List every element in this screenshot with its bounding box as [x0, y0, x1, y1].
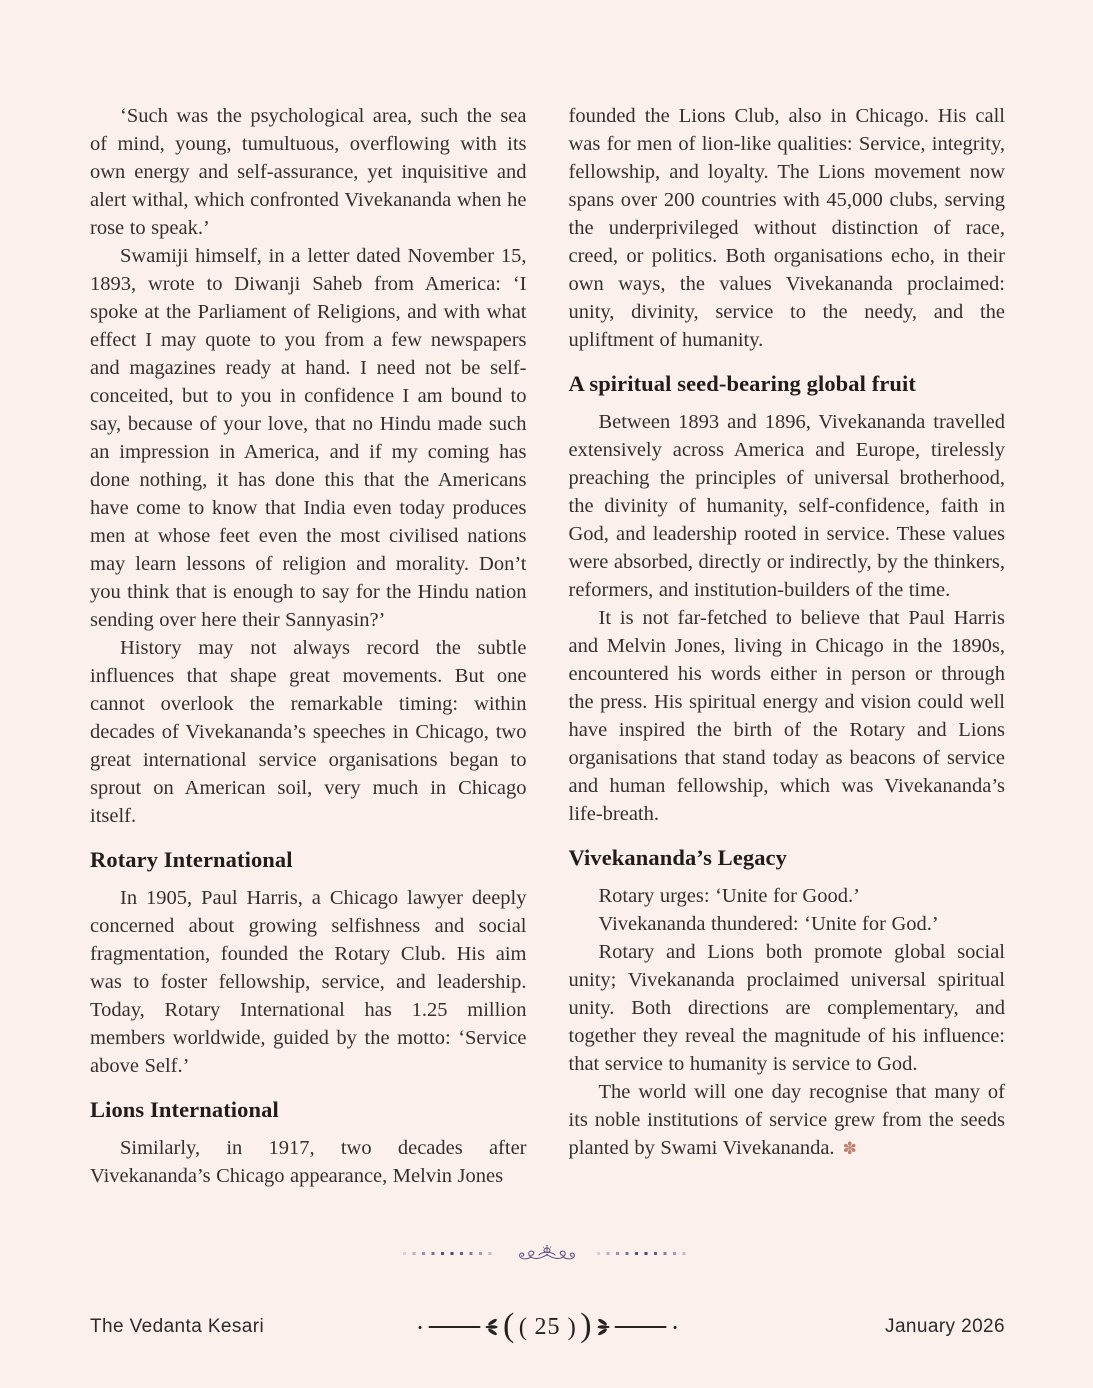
paragraph-continuation: founded the Lions Club, also in Chicago. His call was for men of lion-like qualities: Service, integrity, fellowship, and loyalty. The Lions movement now spans over 200 countries with 45,000 clubs, serving the underprivileged without distinction of race, creed, or politics. Both organisations echo, in their own ways, the values Vivekananda proclaimed: unity, divinity, service to the needy, and the upliftment of humanity.	[568, 105, 1005, 351]
paragraph: Between 1893 and 1896, Vivekananda travelled extensively across America and Europe, tirelessly preaching the principles of universal brotherhood, the divinity of humanity, self-confidence, faith in God, and leadership rooted in service. These values were absorbed, directly or indirectly, by the thinkers, reformers, and institution-builders of the time.	[568, 411, 1005, 601]
paragraph-text: The world will one day recognise that many of its noble institutions of service grew from the seeds planted by Swami Vivekananda.	[568, 1081, 1005, 1159]
section-heading-lions-international: Lions International	[90, 1097, 279, 1122]
paragraph: It is not far-fetched to believe that Paul Harris and Melvin Jones, living in Chicago in the 1890s, encountered his words either in person or through the press. His spiritual energy and vision could well have inspired the birth of the Rotary and Lions organisations that stand today as beacons of service and human fellowship, which was Vivekananda’s life-breath.	[568, 607, 1005, 825]
section-heading-rotary-international: Rotary International	[90, 847, 293, 872]
divider-dotted-line-left	[403, 1252, 497, 1255]
page-number-paren: (	[518, 1313, 528, 1341]
page-footer	[90, 1306, 1005, 1348]
page-number-paren: )	[580, 1307, 592, 1344]
paragraph: Rotary urges: ‘Unite for Good.’	[598, 885, 860, 907]
ornament-rule-right	[615, 1326, 667, 1328]
page-number-ornament	[415, 1307, 680, 1344]
ornament-rule-left	[428, 1326, 480, 1328]
filigree-flourish-icon	[509, 1236, 585, 1270]
section-heading-spiritual-seed: A spiritual seed-bearing global fruit	[568, 371, 916, 396]
paragraph-last	[569, 1078, 1006, 1163]
paragraph: In 1905, Paul Harris, a Chicago lawyer deeply concerned about growing selfishness and social fragmentation, founded the Rotary Club. His aim was to foster fellowship, service, and leadership. Today, Rotary International has 1.25 million members worldwide, guided by the motto: ‘Service above Self.’	[90, 887, 527, 1077]
section-heading-vivekananda-legacy: Vivekananda’s Legacy	[568, 845, 787, 870]
page-number: 25	[534, 1314, 561, 1340]
divider-dotted-line-right	[597, 1252, 691, 1255]
issue-date: January 2026	[885, 1316, 1005, 1337]
ornament-dot-left	[418, 1326, 421, 1329]
journal-title: The Vedanta Kesari	[90, 1316, 265, 1337]
flower-asterisk-icon: ✽	[842, 1139, 857, 1159]
paragraph: ‘Such was the psychological area, such the sea of mind, young, tumultuous, overflowing with its own energy and self-assurance, yet inquisitive and alert withal, which confronted Vivekananda when he rose to speak.’	[90, 105, 527, 239]
page-number-paren: )	[567, 1313, 577, 1341]
paragraph: Rotary and Lions both promote global social unity; Vivekananda proclaimed universal spiritual unity. Both directions are complementary, and together they reveal the magnitude of his influence: that service to humanity is service to God.	[568, 941, 1005, 1075]
paragraph: Swamiji himself, in a letter dated November 15, 1893, wrote to Diwanji Saheb from America: ‘I spoke at the Parliament of Religions, and with what effect I may quote to you from a few newspapers and magazines ready at hand. I need not be self-conceited, but to you in confidence I am bound to say, because of your love, that no Hindu made such an impression in America, and if my coming has done nothing, it has done this that the Americans have come to know that India even today produces men at whose feet even the most civilised nations may learn lessons of religion and morality. Don’t you think that is enough to say for the Hindu nation sending over here their Sannyasin?’	[90, 245, 527, 631]
page-number-paren: (	[503, 1307, 515, 1344]
left-column	[90, 102, 527, 1190]
section-divider	[0, 1236, 1093, 1270]
paragraph: Similarly, in 1917, two decades after Vivekananda’s Chicago appearance, Melvin Jones	[90, 1137, 527, 1187]
right-column	[569, 102, 1006, 1190]
laurel-leaves-icon-left	[484, 1317, 499, 1337]
ornament-dot-right	[674, 1326, 677, 1329]
paragraph: Vivekananda thundered: ‘Unite for God.’	[598, 913, 939, 935]
laurel-leaves-icon-right	[596, 1317, 611, 1337]
paragraph: History may not always record the subtle influences that shape great movements. But one cannot overlook the remarkable timing: within decades of Vivekananda’s speeches in Chicago, two great international service organisations began to sprout on American soil, very much in Chicago itself.	[90, 637, 527, 827]
magazine-page-body	[90, 102, 1005, 1190]
